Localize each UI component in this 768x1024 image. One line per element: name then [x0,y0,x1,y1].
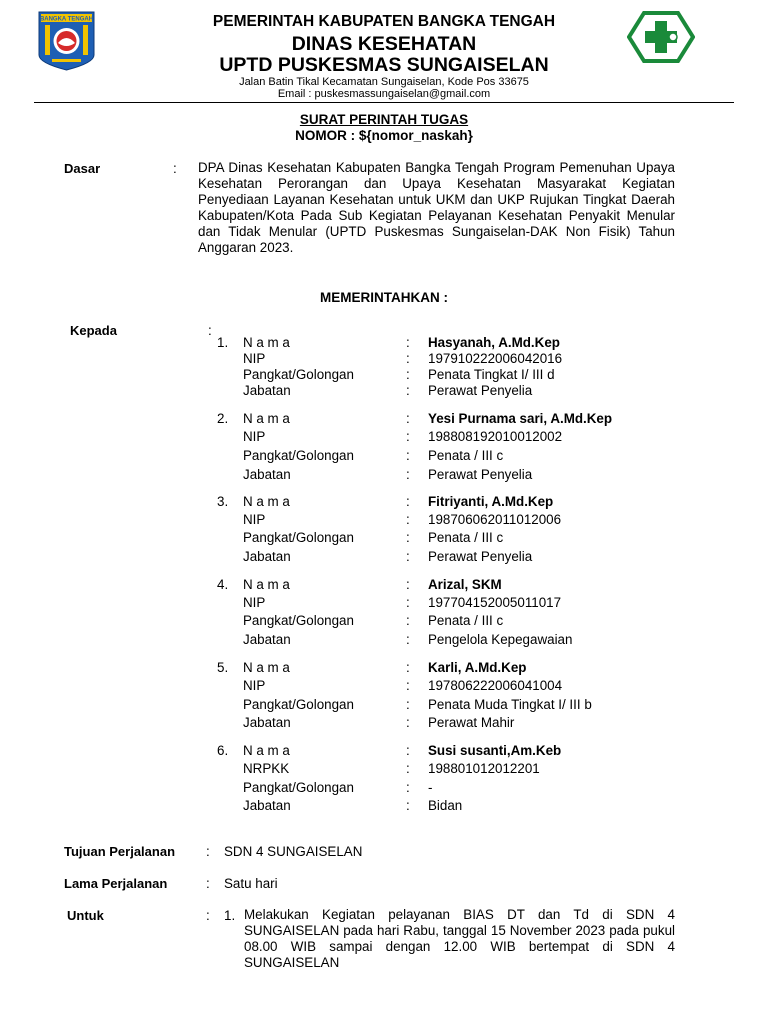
order-heading: MEMERINTAHKAN : [320,290,448,305]
regency-emblem-icon [38,11,95,71]
member-colon: : [406,512,410,527]
member-name: Hasyanah, A.Md.Kep [428,335,560,350]
member-colon: : [406,595,410,610]
member-colon: : [406,530,410,545]
member-rank-label: Pangkat/Golongan [243,367,354,382]
member-colon: : [406,494,410,509]
letterhead-divider [34,102,734,103]
member-colon: : [406,780,410,795]
member-rank: Penata Muda Tingkat I/ III b [428,697,592,712]
member-colon: : [406,660,410,675]
member-name: Arizal, SKM [428,577,502,592]
member-name-label: N a m a [243,494,290,509]
member-number: 4. [217,577,229,592]
member-name: Susi susanti,Am.Keb [428,743,562,758]
member-rank-label: Pangkat/Golongan [243,530,354,545]
member-id-label: NIP [243,351,266,366]
member-colon: : [406,383,410,398]
member-colon: : [406,613,410,628]
purpose-text: Melakukan Kegiatan pelayanan BIAS DT dan Td di SDN 4 SUNGAISELAN pada hari Rabu, tanggal 15 November 2023 pada pukul 08.00 WIB sampai dengan 12.00 WIB bertempat di SDN 4 SUNGAISELAN [244,907,675,970]
member-colon: : [406,678,410,693]
member-rank-label: Pangkat/Golongan [243,613,354,628]
destination-colon: : [206,844,210,859]
member-name: Karli, A.Md.Kep [428,660,527,675]
member-number: 6. [217,743,229,758]
member-colon: : [406,411,410,426]
member-colon: : [406,743,410,758]
dasar-text: DPA Dinas Kesehatan Kabupaten Bangka Tengah Program Pemenuhan Upaya Kesehatan Perorangan dan Upaya Kesehatan Masyarakat Kegiatan Penyediaan Layanan Kesehatan untuk UKM dan UKP Rujukan Tingkat Daerah Kabupaten/Kota Pada Sub Kegiatan Pelayanan Kesehatan Penyakit Menular dan Tidak Menular (UPTD Puskesmas Sungaiselan-DAK Non Fisik) Tahun Anggaran 2023. [198,160,675,255]
member-position-label: Jabatan [243,549,291,564]
member-id: 197806222006041004 [428,678,563,693]
header-email: Email : puskesmassungaiselan@gmail.com [277,88,491,100]
duration-label: Lama Perjalanan [64,876,168,891]
emblem-caption: BANGKA TENGAH [39,16,94,23]
dasar-colon: : [173,161,177,176]
member-colon: : [406,697,410,712]
health-cross-icon [627,11,695,63]
purpose-label: Untuk [67,908,104,923]
member-rank-label: Pangkat/Golongan [243,780,354,795]
destination-value: SDN 4 SUNGAISELAN [224,844,363,859]
member-colon: : [406,715,410,730]
member-position: Pengelola Kepegawaian [428,632,573,647]
member-colon: : [406,448,410,463]
kepada-label: Kepada [70,323,117,338]
member-rank: Penata / III c [428,613,504,628]
member-name-label: N a m a [243,335,290,350]
member-position-label: Jabatan [243,798,291,813]
member-rank-label: Pangkat/Golongan [243,448,354,463]
member-rank: - [428,780,433,795]
member-rank: Penata / III c [428,530,504,545]
purpose-number: 1. [224,908,236,923]
duration-value: Satu hari [224,876,278,891]
member-position: Perawat Penyelia [428,549,533,564]
member-position-label: Jabatan [243,467,291,482]
member-position-label: Jabatan [243,632,291,647]
member-colon: : [406,429,410,444]
member-name-label: N a m a [243,660,290,675]
member-id: 197704152005011017 [428,595,562,610]
member-colon: : [406,367,410,382]
member-id: 197910222006042016 [428,351,563,366]
member-id-label: NIP [243,678,266,693]
member-number: 1. [217,335,229,350]
purpose-colon: : [206,908,210,923]
letter-title: SURAT PERINTAH TUGAS [299,112,469,127]
member-name-label: N a m a [243,743,290,758]
member-id-label: NIP [243,512,266,527]
member-id-label: NRPKK [243,761,290,776]
dasar-label: Dasar [64,161,101,176]
member-colon: : [406,549,410,564]
member-rank-label: Pangkat/Golongan [243,697,354,712]
kepada-colon: : [208,323,212,338]
header-office-name: DINAS KESEHATAN [291,33,477,55]
member-position: Bidan [428,798,463,813]
duration-colon: : [206,876,210,891]
member-id: 198801012012201 [428,761,540,776]
member-position: Perawat Penyelia [428,383,533,398]
member-number: 5. [217,660,229,675]
header-address: Jalan Batin Tikal Kecamatan Sungaiselan, Kode Pos 33675 [239,76,529,88]
member-colon: : [406,351,410,366]
member-position: Perawat Mahir [428,715,515,730]
member-colon: : [406,798,410,813]
member-name: Yesi Purnama sari, A.Md.Kep [428,411,613,426]
member-colon: : [406,467,410,482]
member-colon: : [406,335,410,350]
member-number: 2. [217,411,229,426]
member-name-label: N a m a [243,577,290,592]
header-unit-name: UPTD PUSKESMAS SUNGAISELAN [219,54,549,76]
member-colon: : [406,632,410,647]
member-number: 3. [217,494,229,509]
member-id: 198706062011012006 [428,512,562,527]
member-id-label: NIP [243,595,266,610]
header-government-name: PEMERINTAH KABUPATEN BANGKA TENGAH [212,13,556,30]
member-position: Perawat Penyelia [428,467,533,482]
member-id-label: NIP [243,429,266,444]
member-position-label: Jabatan [243,715,291,730]
member-rank: Penata / III c [428,448,504,463]
member-colon: : [406,761,410,776]
member-position-label: Jabatan [243,383,291,398]
member-name-label: N a m a [243,411,290,426]
destination-label: Tujuan Perjalanan [64,844,176,859]
member-id: 198808192010012002 [428,429,563,444]
letter-number: NOMOR : ${nomor_naskah} [295,128,473,143]
member-rank: Penata Tingkat I/ III d [428,367,555,382]
member-colon: : [406,577,410,592]
member-name: Fitriyanti, A.Md.Kep [428,494,554,509]
